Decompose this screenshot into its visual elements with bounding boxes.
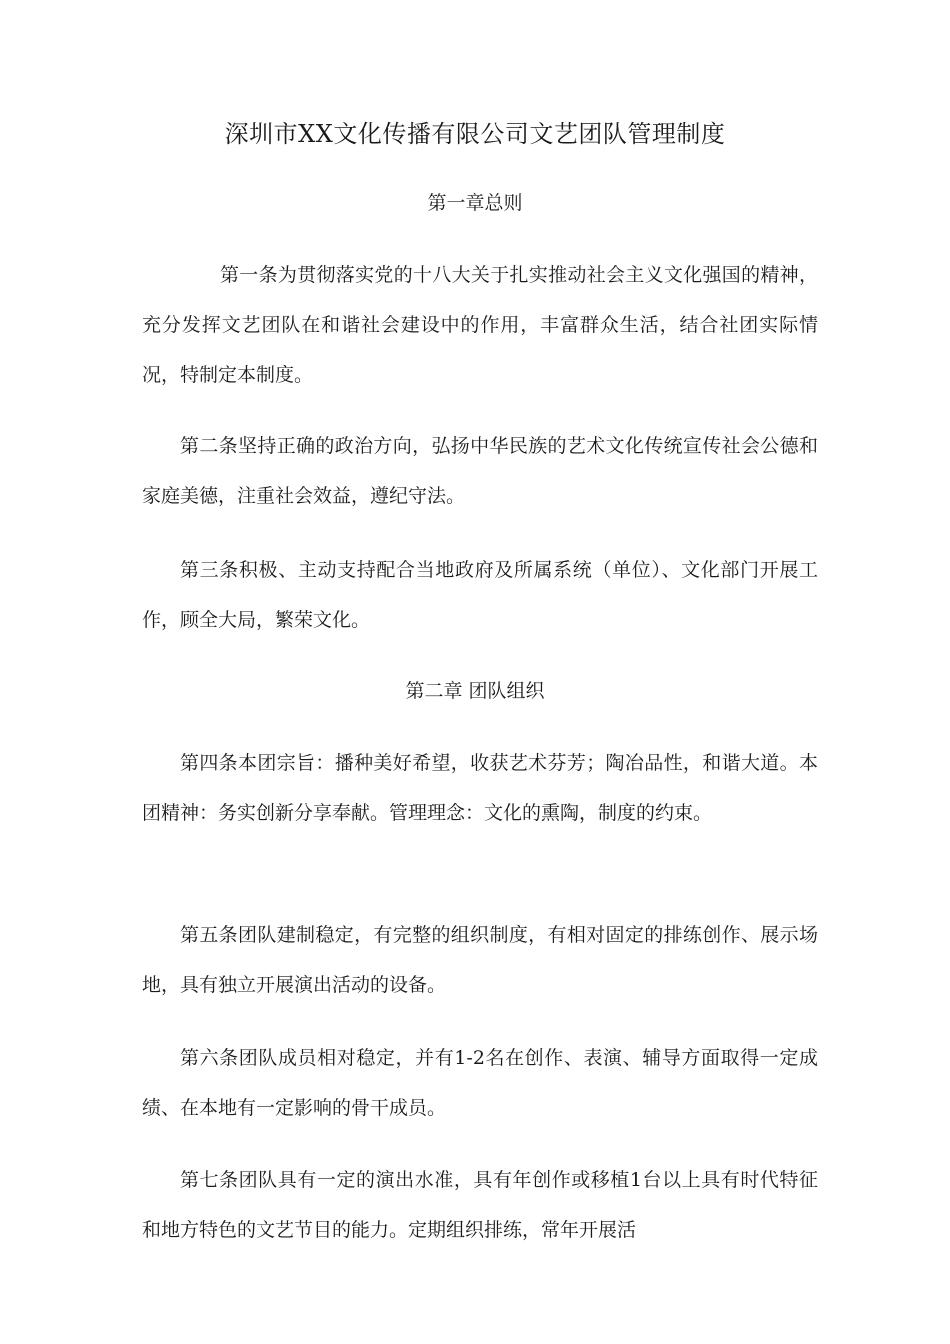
chapter-2-heading: 第二章 团队组织	[405, 680, 545, 702]
document-title: 深圳市XX文化传播有限公司文艺团队管理制度	[224, 120, 726, 148]
article-4: 第四条本团宗旨：播种美好希望，收获艺术芬芳；陶冶品性，和谐大道。本团精神：务实创新分享奉献。管理理念：文化的熏陶，制度的约束。	[142, 752, 818, 824]
article-3: 第三条积极、主动支持配合当地政府及所属系统（单位）、文化部门开展工作，顾全大局，繁荣文化。	[142, 559, 818, 631]
article-6: 第六条团队成员相对稳定，并有1-2名在创作、表演、辅导方面取得一定成绩、在本地有一定影响的骨干成员。	[142, 1047, 818, 1119]
article-5: 第五条团队建制稳定，有完整的组织制度，有相对固定的排练创作、展示场地，具有独立开展演出活动的设备。	[142, 924, 818, 996]
article-7: 第七条团队具有一定的演出水准，具有年创作或移植1台以上具有时代特征和地方特色的文艺节目的能力。定期组织排练，常年开展活	[142, 1169, 818, 1241]
article-1: 第一条为贯彻落实党的十八大关于扎实推动社会主义文化强国的精神，充分发挥文艺团队在和谐社会建设中的作用，丰富群众生活，结合社团实际情况，特制定本制度。	[142, 264, 818, 386]
chapter-1-heading: 第一章总则	[427, 192, 523, 214]
article-2: 第二条坚持正确的政治方向，弘扬中华民族的艺术文化传统宣传社会公德和家庭美德，注重社会效益，遵纪守法。	[142, 435, 818, 507]
